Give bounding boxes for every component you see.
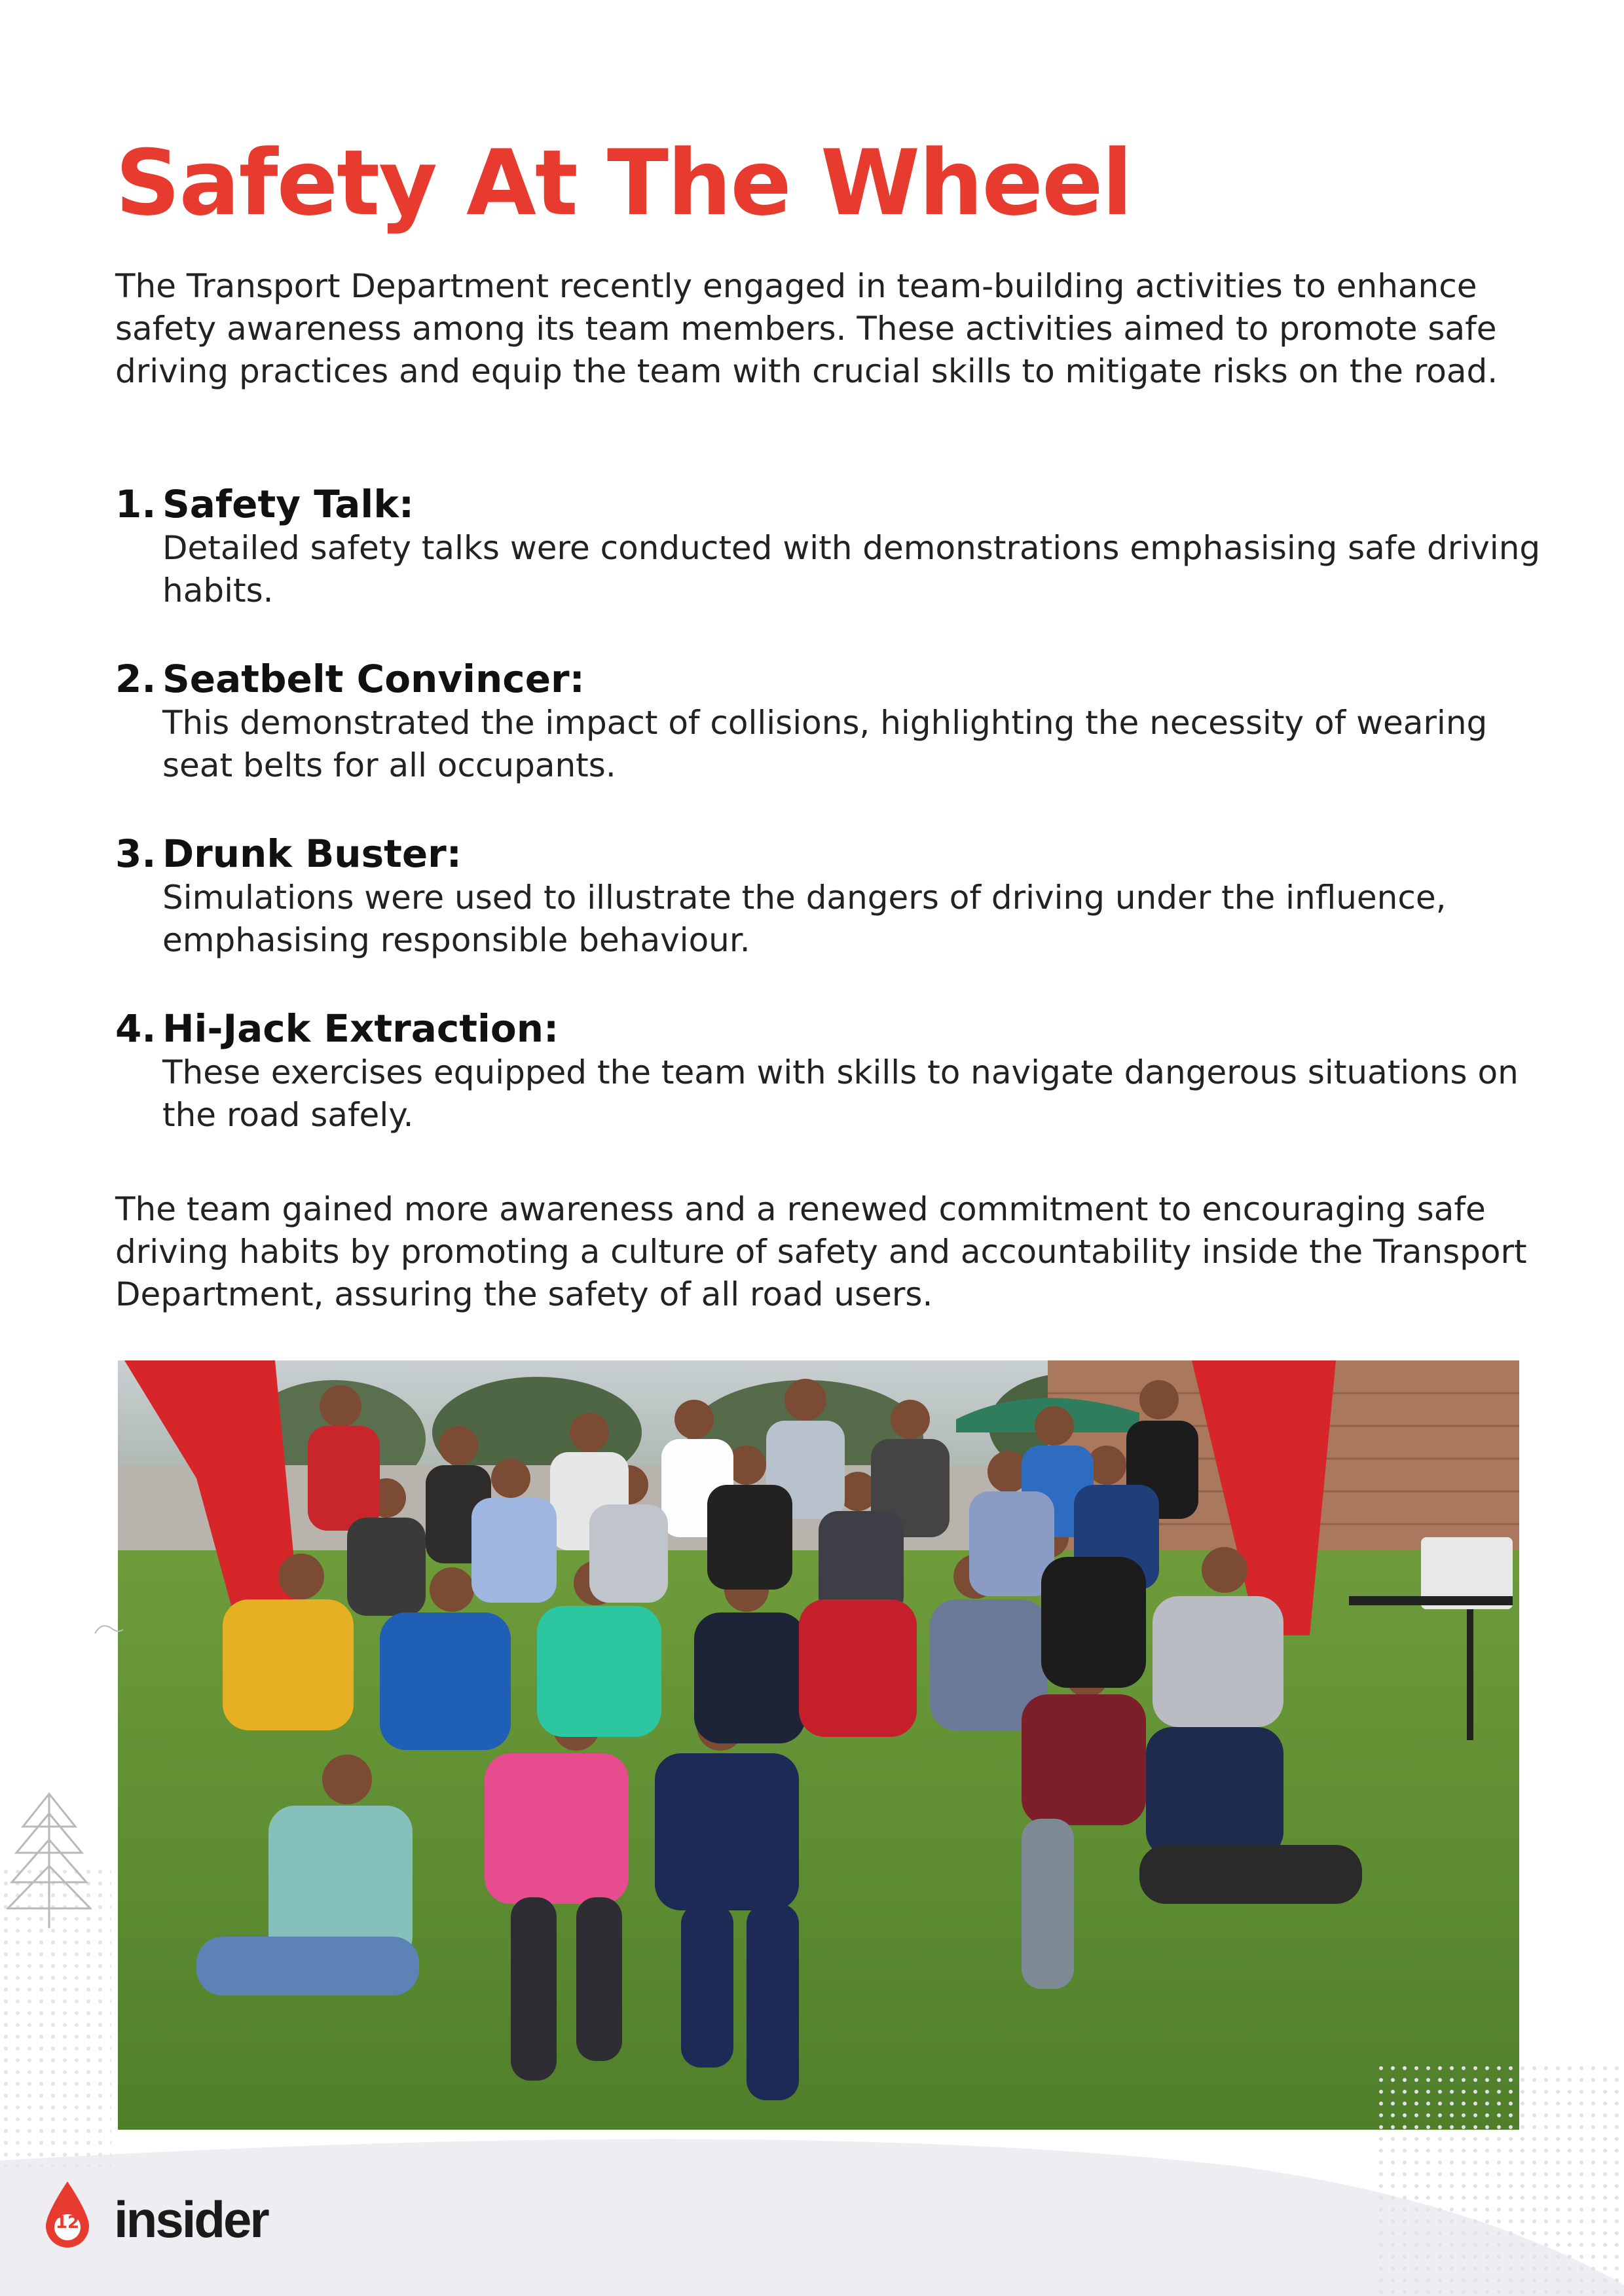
list-item xyxy=(115,656,1543,787)
list-item xyxy=(115,1006,1543,1137)
item-body: This demonstrated the impact of collisions, highlighting the necessity of wearing seat belts for all occupants. xyxy=(162,704,1488,784)
item-heading: Drunk Buster: xyxy=(162,831,462,876)
item-body: These exercises equipped the team with skills to navigate dangerous situations on the road safely. xyxy=(162,1053,1519,1134)
page-title: Safety At The Wheel xyxy=(115,130,1132,236)
dot-pattern xyxy=(1375,2062,1624,2296)
outro-paragraph: The team gained more awareness and a renewed commitment to encouraging safe driving habits by promoting a culture of safety and accountability inside the Transport Department, assuring the safety of all road users. xyxy=(115,1190,1527,1313)
item-heading: Seatbelt Convincer: xyxy=(162,657,585,701)
decorative-swirl xyxy=(92,1620,124,1640)
item-body: Simulations were used to illustrate the dangers of driving under the influence, emphasising responsible behaviour. xyxy=(162,879,1447,959)
item-number: 3. xyxy=(115,831,157,876)
item-heading: Safety Talk: xyxy=(162,482,415,526)
tree-icon xyxy=(7,1787,92,1931)
intro-paragraph: The Transport Department recently engaged in team-building activities to enhance safety awareness among its team members. These activities aimed to promote safe driving practices and equip the team with crucial skills to mitigate risks on the road. xyxy=(115,267,1498,390)
item-number: 1. xyxy=(115,482,157,526)
list-item xyxy=(115,481,1543,612)
brand-logo: insider xyxy=(114,2191,268,2248)
list-item xyxy=(115,831,1543,962)
item-body: Detailed safety talks were conducted with demonstrations emphasising safe driving habits. xyxy=(162,529,1541,610)
item-heading: Hi-Jack Extraction: xyxy=(162,1006,559,1051)
group-photo xyxy=(118,1360,1519,2130)
item-number: 2. xyxy=(115,657,157,701)
page-number: 12 xyxy=(55,2213,80,2232)
item-number: 4. xyxy=(115,1006,157,1051)
activity-list xyxy=(115,481,1543,1180)
